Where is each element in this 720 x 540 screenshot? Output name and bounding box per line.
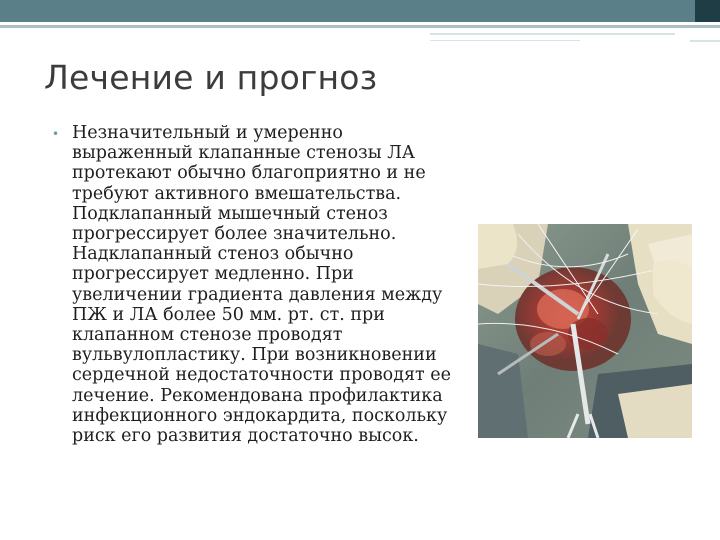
top-accent-corner bbox=[695, 0, 720, 22]
slide-title: Лечение и прогноз bbox=[44, 58, 378, 97]
decorative-line bbox=[430, 33, 675, 35]
bullet-text: Незначительный и умеренно выраженный клапанные стенозы ЛА протекают обычно благоприятно и не требуют активного вмешательства. Подклапанный мышечный стеноз прогрессирует более значительно. Надклапанный стеноз обычно прогрессирует медленно. При увеличении градиента давления между ПЖ и ЛА более 50 мм. рт. ст. при клапанном стенозе проводят вульвулопластику. При возникновении сердечной недостаточности проводят ее лечение. Рекомендована профилактика инфекционного эндокардита, поскольку риск его развития достаточно высок. bbox=[72, 123, 451, 447]
bullet-marker: • bbox=[52, 127, 60, 141]
decorative-line bbox=[690, 40, 720, 42]
decorative-line bbox=[430, 40, 580, 41]
surgical-procedure-photo bbox=[478, 224, 692, 438]
top-accent-bar bbox=[0, 0, 720, 22]
bullet-list bbox=[52, 123, 492, 446]
top-divider-line bbox=[0, 25, 720, 28]
